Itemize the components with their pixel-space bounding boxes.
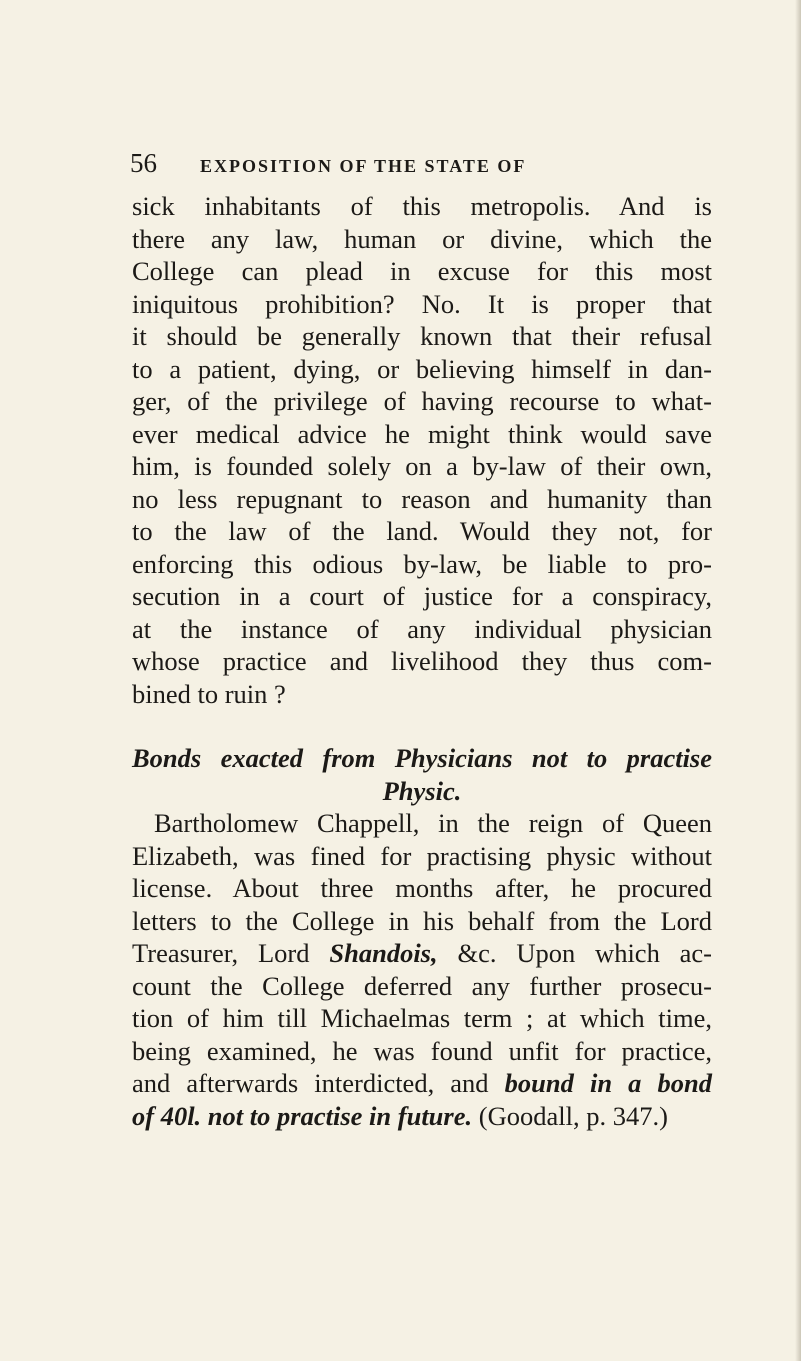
- italic-phrase: of 40l. not to practise in future.: [132, 1100, 473, 1131]
- text-line: to the law of the land. Would they not, for: [132, 516, 712, 546]
- body-text: [132, 190, 712, 1132]
- text-line: whose practice and livelihood they thus com-: [132, 646, 712, 676]
- text-line: College can plead in excuse for this most: [132, 256, 712, 286]
- text-line: [132, 937, 712, 970]
- text-line: it should be generally known that their refusal: [132, 321, 712, 351]
- text-line: license. About three months after, he procured: [132, 873, 712, 903]
- text-line: Elizabeth, was fined for practising physic without: [132, 840, 712, 871]
- running-title: EXPOSITION OF THE STATE OF: [200, 156, 527, 176]
- text-line: being examined, he was found unfit for practice,: [132, 1035, 712, 1066]
- paragraph-1: [132, 190, 712, 710]
- text-line: tion of him till Michaelmas term ; at which time,: [132, 1003, 712, 1033]
- text-run: and afterwards interdicted, and: [132, 1068, 505, 1098]
- text-line: [132, 1067, 712, 1100]
- text-line: bined to ruin ?: [132, 678, 286, 709]
- italic-name: Shandois,: [329, 938, 438, 968]
- paragraph-2: [132, 807, 712, 1132]
- text-line: secution in a court of justice for a conspiracy,: [132, 581, 712, 611]
- text-line: [132, 1100, 712, 1133]
- text-line: sick inhabitants of this metropolis. And is: [132, 191, 712, 221]
- text-line: iniquitous prohibition? No. It is proper that: [132, 288, 712, 319]
- italic-phrase: bound in a bond: [504, 1068, 712, 1098]
- text-line: Bartholomew Chappell, in the reign of Queen: [154, 808, 712, 838]
- section-heading: [132, 742, 712, 807]
- text-line: him, is founded solely on a by-law of their own,: [132, 451, 712, 481]
- text-line: count the College deferred any further prosecu-: [132, 970, 712, 1001]
- text-line: there any law, human or divine, which the: [132, 223, 712, 254]
- section-heading-line-2: Physic.: [382, 775, 462, 806]
- section-heading-line-1: Bonds exacted from Physicians not to practise: [132, 743, 712, 773]
- text-line: ever medical advice he might think would save: [132, 418, 712, 449]
- text-line: no less repugnant to reason and humanity than: [132, 483, 712, 514]
- text-line: ger, of the privilege of having recourse to what-: [132, 386, 712, 416]
- text-run: Treasurer, Lord: [132, 938, 330, 968]
- text-line: letters to the College in his behalf from the Lord: [132, 905, 712, 936]
- page-edge-shadow: [795, 0, 801, 1361]
- text-line: enforcing this odious by-law, be liable to pro-: [132, 548, 712, 579]
- citation: (Goodall, p. 347.): [472, 1100, 668, 1131]
- text-run: &c. Upon which ac-: [437, 938, 713, 968]
- text-line: at the instance of any individual physician: [132, 613, 712, 644]
- page-number: 56: [130, 148, 157, 178]
- text-line: to a patient, dying, or believing himself in dan-: [132, 353, 712, 384]
